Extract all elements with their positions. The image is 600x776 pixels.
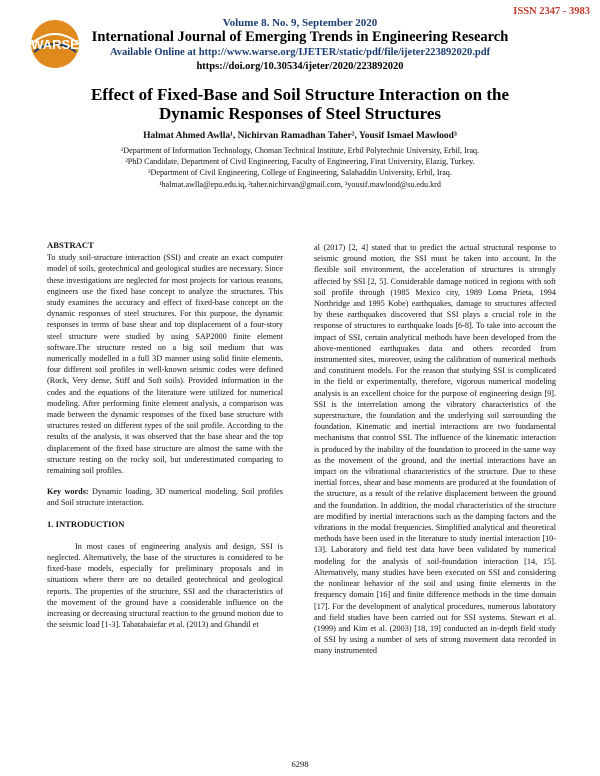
journal-header <box>0 0 600 80</box>
keywords-text: Dynamic loading, 3D numerical modeling, Soil profiles and Soil structure interaction. <box>47 487 283 508</box>
affiliations <box>60 145 540 190</box>
right-column: al (2017) [2, 4] stated that to predict the actual structural response to seismic ground motion, the SSI must be taken into account. In the flexible soil environment, the acceleration of structures is strongly affected by SSI [2, 5]. Considerable damage noticed in regions with soft soil profile through (1985 Mexico city, 1989 Loma Prieta, 1994 Northridge and 1995 Kobe) earthquakes, damage to structures affected by these earthquakes discovered that SSI plays a crucial role in the response of structures to earthquake loads [6-8]. To take into account the impact of SSI, certain analytical methods have been developed from the above-mentioned earthquakes data and others recorded from instrumented sites, moreover, using the calibration of numerical methods and constituent models. For the reason that studying SSI is complicated in the field or experimentally, therefore, vigorous numerical modeling analysis is an excellent choice for the purpose of engineering design [9]. SSI is the interrelation among the vibratory characteristics of the superstructure, the foundation and the underlying soil surrounding the foundation. Kinematic and inertial interactions are two fundamental mechanisms that control SSI. The influence of the kinematic interaction is produced by the inability of the foundation to proceed in the same way as the movement of the ground, and the inertial interactions have an impact on the vibrational characteristics of the structure. Due to these inertial forces, shear and base moments are produced at the foundation of the structure, as a result of the relative displacement between the ground and the foundation. In addition, the modal characteristics of the structure are modified by inertial interactions such as the damping factors and the vibrations in the modal frequencies. Simplified analytical and theoretical methods have been used in the literature to study inertial interaction [10-13]. Laboratory and field test data have been validated by numerical modeling for the analysis of soil-foundation interaction [14, 15]. Alternatively, many studies have been executed on SSI and considering the nonlinear behavior of the soil and using finite elements in the frequency domain [16] and finite difference methods in the time domain [17]. For the development of analytical procedures, numerous laboratory and field studies have been carried out for SSI systems. Stewart et al.(1999) and Kim et al. (2003) [18, 19] conducted an in-depth field study of SSI by using a number of sets of strong movement data recorded in many instrumented <box>314 243 556 656</box>
affiliation-3: ³Department of Civil Engineering, College of Engineering, Salahaddin University, Erbil, Iraq. <box>148 168 452 178</box>
issn-number: ISSN 2347 - 3983 <box>513 6 590 17</box>
affiliation-1: ¹Department of Information Technology, Choman Technical Institute, Erbil Polytechnic University, Erbil, Iraq. <box>120 146 480 155</box>
volume-info: Volume 8. No. 9, September 2020 <box>222 17 378 29</box>
paper-title-line-2: Dynamic Responses of Steel Structures <box>158 104 442 123</box>
left-column <box>47 240 283 631</box>
page-number: 6298 <box>291 759 309 769</box>
affiliation-2: ²PhD Candidate, Department of Civil Engineering, Faculty of Engineering, Firat University, Elazig, Turkey. <box>125 157 475 167</box>
author-list: Halmat Ahmed Awlla¹, Nichirvan Ramadhan Taher², Yousif Ismael Mawlood³ <box>143 131 457 141</box>
introduction-heading: 1. INTRODUCTION <box>47 518 125 529</box>
keywords-label: Key words: <box>47 487 89 497</box>
keywords <box>47 486 283 508</box>
journal-title: International Journal of Emerging Trends in Engineering Research <box>91 29 509 45</box>
logo-text: WARSE <box>31 37 79 52</box>
author-emails: ¹halmat.awlla@epu.edu.iq, ²taher.nichirvan@gmail.com, ³yousif.mawlood@su.edu.krd <box>159 179 441 189</box>
doi-link[interactable]: https://doi.org/10.30534/ijeter/2020/223892020 <box>196 61 404 72</box>
availability-link[interactable]: Available Online at http://www.warse.org/IJETER/static/pdf/file/ijeter223892020.pdf <box>109 47 491 58</box>
abstract-text: To study soil-structure interaction (SSI) and create an exact computer model of soils, geotechnical and geological studies are necessary. Since these investigations are neglected for most projects for various reasons, engineers use the fixed base concept to analyze the structures. This study examines the accuracy and effect of fixed-base concept on the dynamic responses of steel structures. For this purpose, the dynamic responses in terms of base shear and top displacement of a four-story steel structure were studied by using SAP2000 finite element software.The structure rested on a big soil medium that was numerically modelled in a full 3D manner using solid finite elements, four different soil profiles in well-known seismic codes were defined (Rock, Very dense, Stiff and Soft soils). Provided information in the codes and the equations of the literature were utilized for numerical modeling. After performing finite element analysis, a comparison was made between the dynamic responses of the fixed base structure with structures rested on different types of the soil profile. According to the results of the analysis, it was observed that the base shear and the top displacement of the fixed base structure are almost the same with the structure resting on the rocky soil, but underestimated comparing to remaining soil profiles. <box>47 253 283 476</box>
paper-title-line-1: Effect of Fixed-Base and Soil Structure Interaction on the <box>90 85 510 104</box>
introduction-text: In most cases of engineering analysis and design, SSI is neglected. Alternatively, the base of the structures is considered to be fixed-base models, especially for preliminary proposals and in situations where there are no detailed geotechnical and geological reports. The properties of the structure, SSI and the characteristics of the movement of the ground have a considerable influence on the increasing or decreasing structural reaction to the ground motion due to the seismic load [1-3]. Tabatabaiefar et al. (2013) and Ghandil et <box>47 541 283 630</box>
paper-title <box>60 85 540 123</box>
abstract-heading: ABSTRACT <box>47 240 94 250</box>
